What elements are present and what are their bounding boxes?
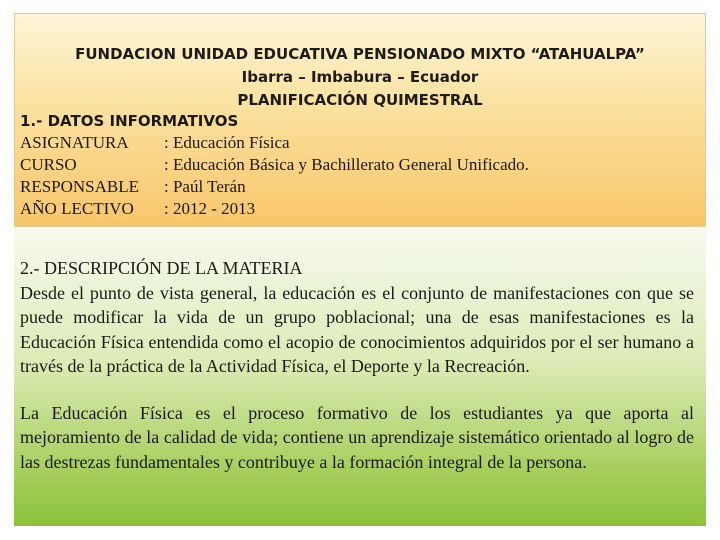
info-value: : Educación Física xyxy=(164,133,290,152)
info-label: CURSO xyxy=(20,155,77,174)
info-value: : Paúl Terán xyxy=(164,177,246,196)
info-label: AÑO LECTIVO xyxy=(20,199,134,218)
institution-title: FUNDACION UNIDAD EDUCATIVA PENSIONADO MIXTO “ATAHUALPA” xyxy=(75,45,645,63)
document-title: PLANIFICACIÓN QUIMESTRAL xyxy=(237,91,483,109)
info-label: ASIGNATURA xyxy=(20,133,129,152)
description-paragraph-2: La Educación Física es el proceso formativo de los estudiantes ya que aporta al mejoramiento de la calidad de vida; contiene un aprendizaje sistemático orientado al logro de las destrezas fundamentales y contribuye a la formación integral de la persona. xyxy=(20,403,694,472)
info-value: : 2012 - 2013 xyxy=(164,199,256,218)
info-label: RESPONSABLE xyxy=(20,177,140,196)
descripcion-section-title: 2.- DESCRIPCIÓN DE LA MATERIA xyxy=(20,258,303,278)
location-line: Ibarra – Imbabura – Ecuador xyxy=(241,68,479,86)
datos-section-title: 1.- DATOS INFORMATIVOS xyxy=(20,112,239,130)
description-paragraph-1: Desde el punto de vista general, la educación es el conjunto de manifestaciones con que se puede modificar la vida de un grupo poblacional; una de esas manifestaciones es la Educación Física entendida como el acopio de conocimientos adquiridos por el ser humano a través de la práctica de la Actividad Física, el Deporte y la Recreación. xyxy=(20,283,694,376)
info-value: : Educación Básica y Bachillerato General Unificado. xyxy=(164,155,529,174)
